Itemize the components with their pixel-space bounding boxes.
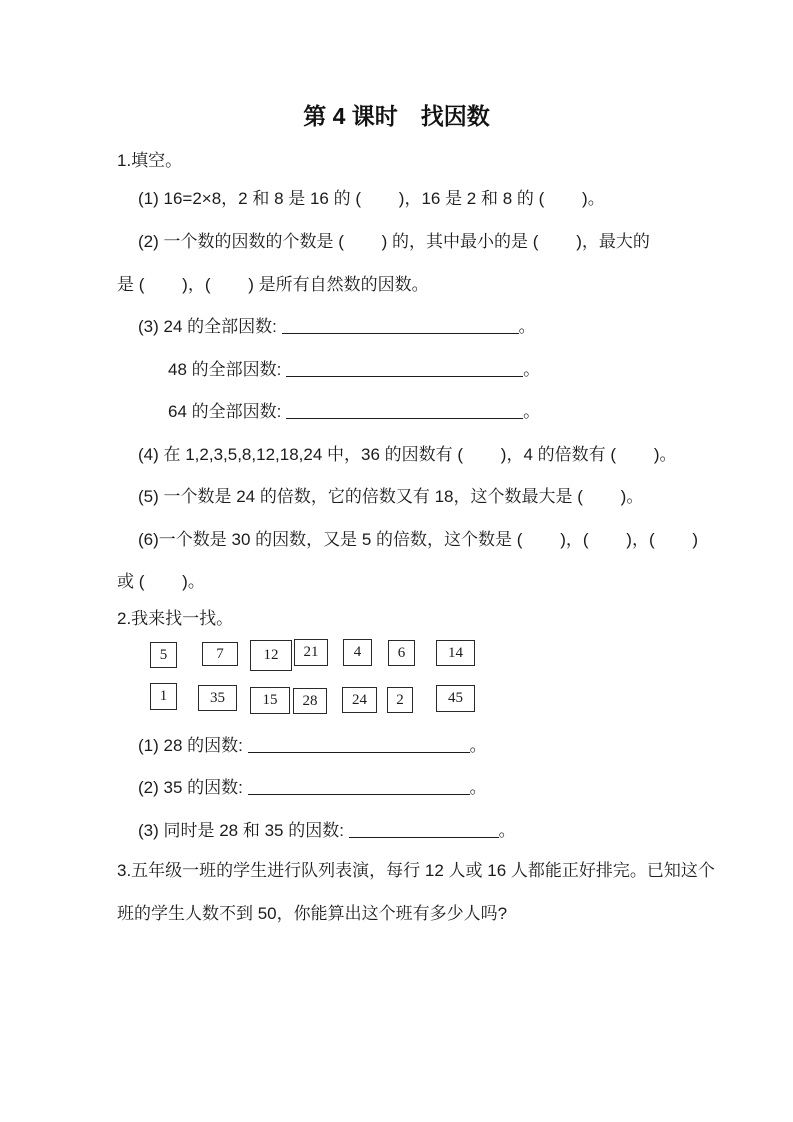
section1-q6-line2: 或 ( )。: [117, 572, 205, 591]
period: 。: [523, 360, 541, 379]
section1-q5: (5) 一个数是 24 的倍数，它的倍数又有 18，这个数最大是 ( )。: [138, 487, 644, 506]
number-card-value: 2: [396, 691, 404, 708]
number-card: [250, 687, 290, 714]
number-card: [202, 642, 238, 666]
section2-q1: [138, 733, 487, 759]
number-card: [198, 685, 237, 711]
section1-q3-48: [168, 357, 540, 383]
section1-q2-line1: (2) 一个数的因数的个数是 ( ) 的，其中最小的是 ( )，最大的: [138, 232, 650, 251]
period: 。: [469, 736, 487, 755]
number-card: [436, 685, 475, 712]
number-card-value: 24: [352, 691, 367, 708]
number-card-value: 4: [353, 644, 362, 660]
q3-48-label: 48 的全部因数:: [168, 360, 287, 379]
number-card: [293, 688, 327, 714]
q1-label: (1) 28 的因数:: [138, 736, 248, 755]
answer-blank: [286, 360, 523, 377]
number-card-value: 12: [263, 647, 279, 663]
answer-blank: [248, 778, 470, 795]
number-card: [436, 640, 475, 666]
number-card-value: 28: [302, 692, 318, 709]
number-card: [250, 640, 292, 671]
number-card-value: 21: [303, 644, 319, 660]
answer-blank: [282, 317, 519, 334]
number-card: [294, 639, 328, 666]
answer-blank: [286, 402, 523, 419]
section1-q3-24: [138, 314, 536, 340]
q3-64-label: 64 的全部因数:: [168, 402, 287, 421]
number-card: [150, 642, 177, 668]
number-card: [343, 639, 372, 666]
number-card-value: 7: [216, 645, 224, 662]
answer-blank: [248, 736, 470, 753]
q3-label: (3) 同时是 28 和 35 的因数:: [138, 821, 349, 840]
section3-line1: 3.五年级一班的学生进行队列表演，每行 12 人或 16 人都能正好排完。已知这个: [117, 861, 715, 880]
number-card: [342, 687, 377, 713]
section1-q3-64: [168, 399, 540, 425]
section2-q3: [138, 818, 516, 844]
section1-q1: (1) 16=2×8，2 和 8 是 16 的 ( )，16 是 2 和 8 的 ( )。: [138, 189, 605, 208]
section3-line2: 班的学生人数不到 50，你能算出这个班有多少人吗?: [117, 904, 508, 923]
number-card-value: 1: [159, 688, 168, 704]
period: 。: [498, 821, 516, 840]
number-card-value: 14: [448, 644, 463, 661]
number-card-value: 15: [262, 692, 278, 708]
section1-heading: 1.填空。: [117, 151, 183, 170]
section2-q2: [138, 775, 487, 801]
period: 。: [518, 317, 536, 336]
number-card-value: 6: [397, 644, 406, 661]
section2-heading: 2.我来找一找。: [117, 609, 234, 628]
number-card: [388, 640, 415, 666]
section1-q2-line2: 是 ( )，( ) 是所有自然数的因数。: [117, 275, 429, 294]
page-title: 第 4 课时 找因数: [303, 103, 490, 129]
number-card-value: 45: [448, 690, 463, 706]
section1-q6-line1: (6)一个数是 30 的因数，又是 5 的倍数，这个数是 ( )，( )，( ): [138, 530, 699, 549]
q2-label: (2) 35 的因数:: [138, 778, 248, 797]
number-card-value: 35: [210, 689, 225, 706]
period: 。: [469, 778, 487, 797]
q3-24-label: (3) 24 的全部因数:: [138, 317, 282, 336]
number-card: [387, 687, 413, 713]
section1-q4: (4) 在 1,2,3,5,8,12,18,24 中，36 的因数有 ( )，4 的倍数有 ( )。: [138, 445, 677, 464]
period: 。: [523, 402, 541, 421]
number-card: [150, 683, 177, 710]
answer-blank: [349, 821, 499, 838]
number-card-value: 5: [159, 646, 168, 663]
